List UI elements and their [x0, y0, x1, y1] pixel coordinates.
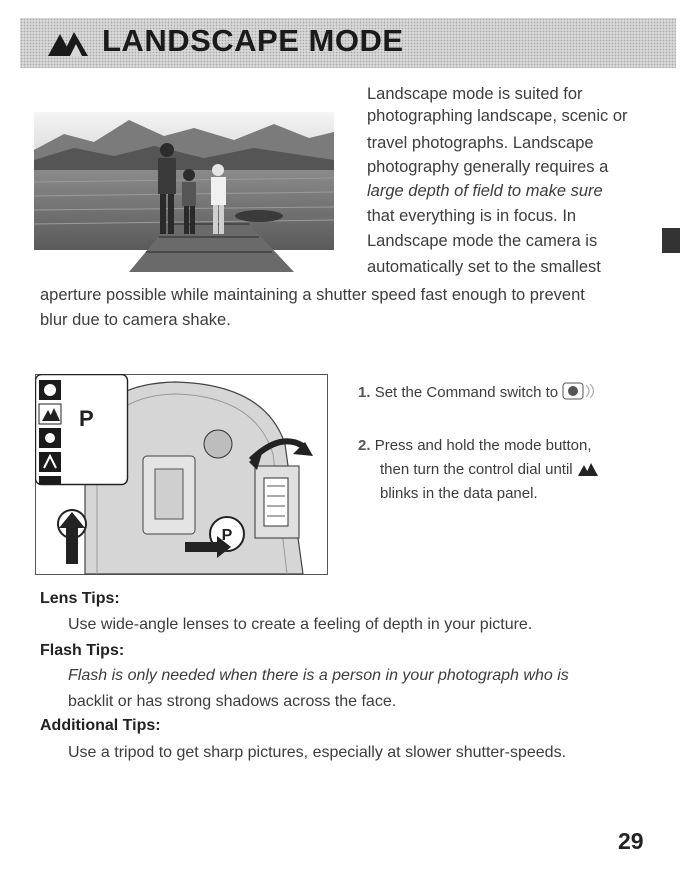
step-text: Press and hold the mode button,: [374, 437, 592, 454]
landscape-photo: [34, 112, 334, 272]
intro-text-line: photographing landscape, scenic or: [367, 107, 628, 125]
lens-tips-heading: Lens Tips:: [40, 590, 120, 607]
intro-text-line: photography generally requires a: [367, 158, 609, 176]
dial-mode-letter: P: [221, 527, 233, 544]
additional-tips-heading: Additional Tips:: [40, 717, 161, 734]
landscape-mode-icon: [577, 461, 599, 477]
step-1: [358, 381, 596, 405]
flash-tips-text: backlit or has strong shadows across the face.: [68, 693, 397, 710]
step-number: 1.: [358, 384, 371, 401]
lens-tips-text: Use wide-angle lenses to create a feeling of depth in your picture.: [68, 616, 533, 633]
intro-text-line: travel photographs. Landscape: [367, 134, 594, 152]
intro-text-line: that everything is in focus. In: [367, 207, 577, 225]
step-text-line: then turn the control dial until: [380, 458, 599, 482]
section-tab-marker: [662, 228, 680, 253]
camera-illustration: [35, 374, 328, 575]
step-number: 2.: [358, 437, 371, 454]
command-switch-icon: [562, 382, 596, 400]
intro-text-line: aperture possible while maintaining a shutter speed fast enough to prevent: [40, 286, 585, 304]
step-text: Set the Command switch to: [374, 384, 559, 401]
intro-text-line: Landscape mode the camera is: [367, 232, 598, 250]
additional-tips-text: Use a tripod to get sharp pictures, especially at slower shutter-speeds.: [68, 744, 567, 761]
intro-text-line: automatically set to the smallest: [367, 258, 601, 276]
step-text-line: blinks in the data panel.: [380, 485, 538, 502]
step-2: [358, 434, 592, 502]
intro-text-line: blur due to camera shake.: [40, 311, 231, 329]
page-title: LANDSCAPE MODE: [102, 23, 404, 58]
intro-text-line: Landscape mode is suited for: [367, 85, 583, 103]
mode-indicator-letter: P: [79, 406, 94, 431]
page-number: 29: [618, 828, 644, 854]
flash-tips-heading: Flash Tips:: [40, 642, 125, 659]
intro-text-line: large depth of field to make sure: [367, 182, 603, 200]
flash-tips-text: Flash is only needed when there is a person in your photograph who is: [68, 667, 569, 684]
landscape-mode-icon: [46, 28, 90, 58]
